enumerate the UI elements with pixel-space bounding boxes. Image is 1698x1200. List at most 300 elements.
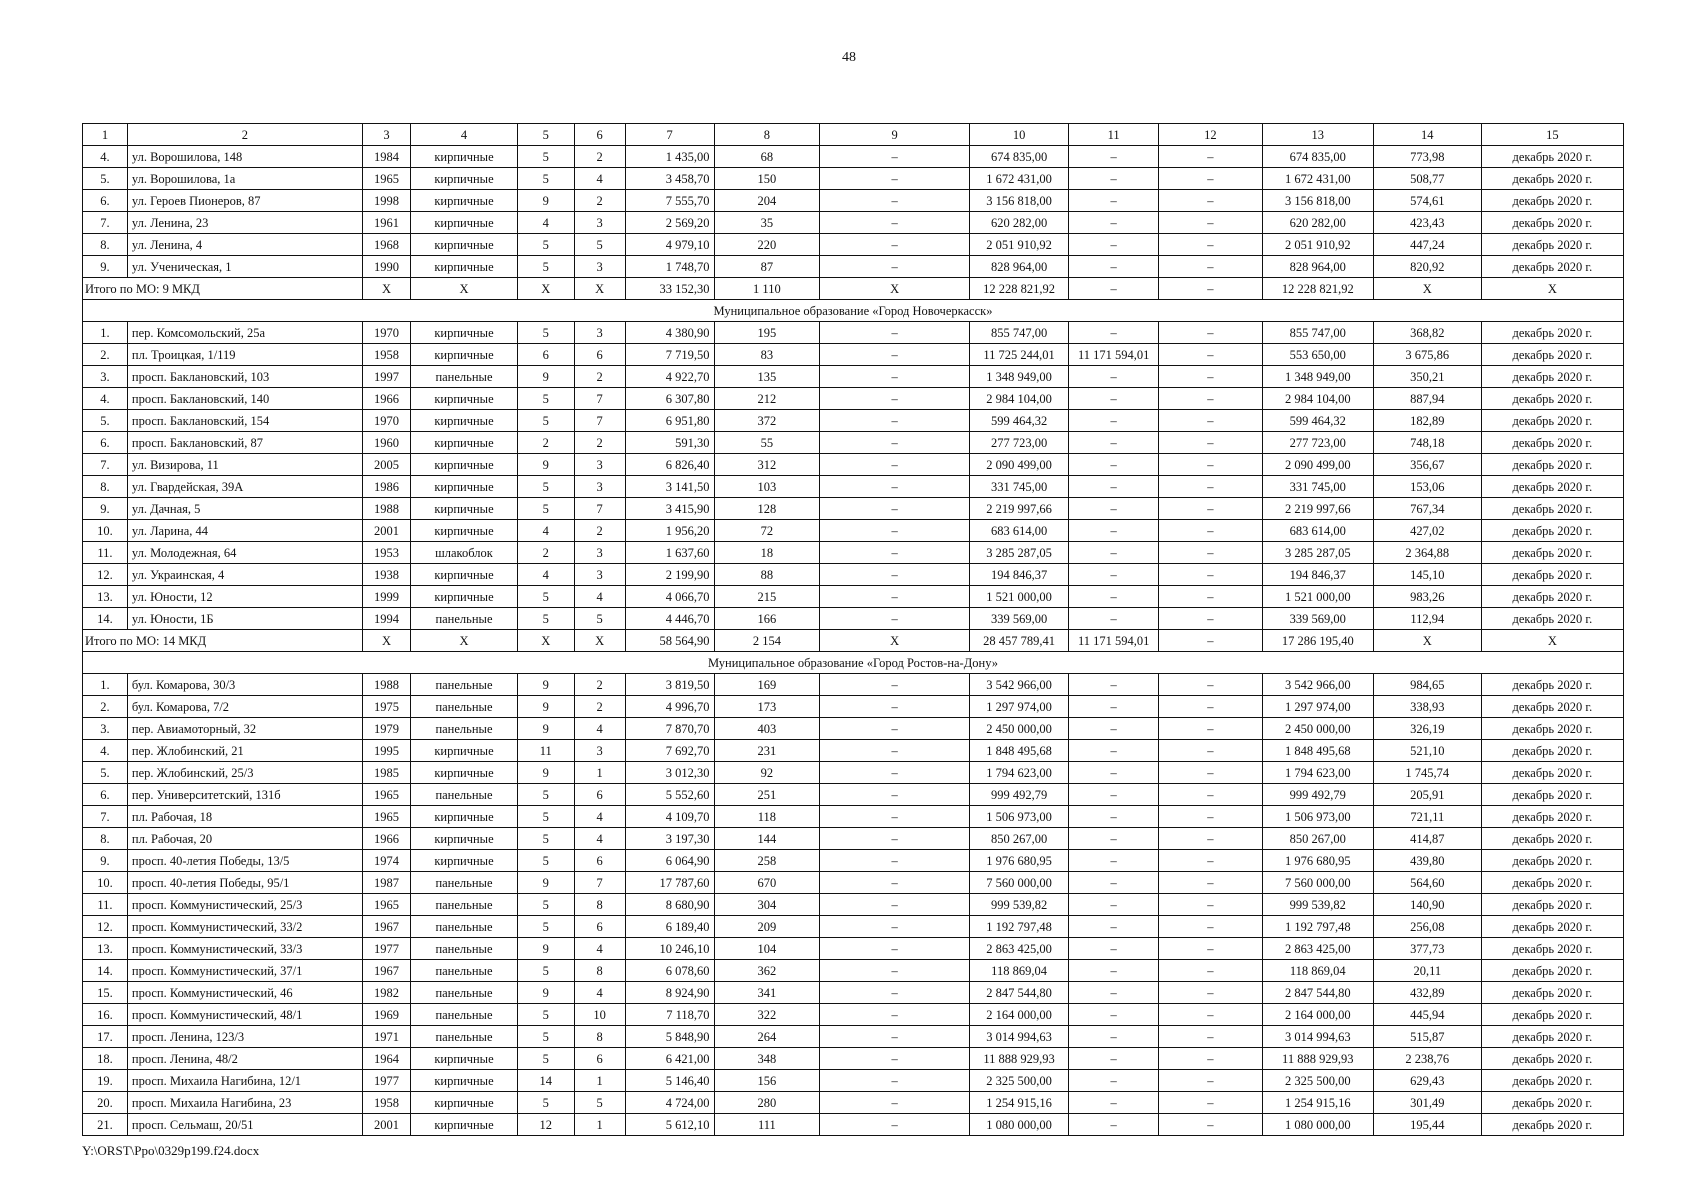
table-cell: 767,34 — [1373, 498, 1481, 520]
table-cell: 5 146,40 — [625, 1070, 714, 1092]
table-cell: – — [820, 344, 970, 366]
column-number-cell: 14 — [1373, 124, 1481, 146]
table-cell: 35 — [714, 212, 820, 234]
table-cell: 3. — [83, 366, 128, 388]
table-cell: 9 — [517, 190, 574, 212]
table-cell: – — [1069, 762, 1159, 784]
table-cell: – — [820, 718, 970, 740]
table-cell: 7. — [83, 454, 128, 476]
table-cell: 3 — [574, 322, 625, 344]
table-cell: 231 — [714, 740, 820, 762]
table-cell: 6. — [83, 784, 128, 806]
table-cell: – — [820, 564, 970, 586]
table-cell: декабрь 2020 г. — [1481, 212, 1623, 234]
table-cell: – — [1069, 1070, 1159, 1092]
table-cell: 1 254 915,16 — [1262, 1092, 1373, 1114]
table-cell: 2 — [517, 432, 574, 454]
table-cell: декабрь 2020 г. — [1481, 520, 1623, 542]
table-cell: 983,26 — [1373, 586, 1481, 608]
table-cell: 13. — [83, 938, 128, 960]
table-cell: 4. — [83, 740, 128, 762]
table-cell: кирпичные — [411, 1048, 518, 1070]
table-cell: – — [1159, 564, 1263, 586]
table-cell: – — [1069, 674, 1159, 696]
table-cell: 153,06 — [1373, 476, 1481, 498]
table-cell: 5 — [517, 784, 574, 806]
table-cell: 10. — [83, 520, 128, 542]
table-cell: 1965 — [362, 168, 410, 190]
table-cell: 599 464,32 — [1262, 410, 1373, 432]
table-cell: 169 — [714, 674, 820, 696]
table-cell: декабрь 2020 г. — [1481, 762, 1623, 784]
table-cell: 144 — [714, 828, 820, 850]
table-cell: 128 — [714, 498, 820, 520]
table-cell: – — [1159, 454, 1263, 476]
table-cell: 999 539,82 — [1262, 894, 1373, 916]
table-cell: 820,92 — [1373, 256, 1481, 278]
table-cell: 3 542 966,00 — [969, 674, 1068, 696]
table-cell: 2 863 425,00 — [1262, 938, 1373, 960]
table-cell: 1953 — [362, 542, 410, 564]
table-cell: декабрь 2020 г. — [1481, 938, 1623, 960]
address-cell: ул. Ученическая, 1 — [127, 256, 362, 278]
table-cell: – — [1159, 234, 1263, 256]
table-cell: 8. — [83, 476, 128, 498]
table-cell: 8 924,90 — [625, 982, 714, 1004]
table-cell: 3 014 994,63 — [1262, 1026, 1373, 1048]
table-cell: декабрь 2020 г. — [1481, 432, 1623, 454]
table-cell: 1988 — [362, 498, 410, 520]
table-cell: 2 — [574, 366, 625, 388]
table-row — [83, 476, 1624, 498]
table-cell: – — [820, 762, 970, 784]
column-number-cell: 7 — [625, 124, 714, 146]
table-cell: 1965 — [362, 784, 410, 806]
table-row — [83, 234, 1624, 256]
table-cell: 72 — [714, 520, 820, 542]
table-cell: 3 156 818,00 — [1262, 190, 1373, 212]
table-cell: 5 — [517, 916, 574, 938]
table-cell: 1999 — [362, 586, 410, 608]
table-cell: 9. — [83, 256, 128, 278]
table-cell: 9 — [517, 938, 574, 960]
table-cell: кирпичные — [411, 850, 518, 872]
page-number: 48 — [842, 50, 856, 65]
table-cell: – — [820, 476, 970, 498]
table-row — [83, 344, 1624, 366]
table-cell: кирпичные — [411, 190, 518, 212]
table-cell: 1977 — [362, 1070, 410, 1092]
table-cell: декабрь 2020 г. — [1481, 850, 1623, 872]
column-number-cell: 3 — [362, 124, 410, 146]
table-cell: – — [820, 740, 970, 762]
table-cell: 301,49 — [1373, 1092, 1481, 1114]
address-cell: просп. Баклановский, 140 — [127, 388, 362, 410]
table-cell: 5 — [517, 146, 574, 168]
table-cell: 9 — [517, 872, 574, 894]
table-cell: – — [1069, 168, 1159, 190]
table-cell: 1984 — [362, 146, 410, 168]
table-cell: 209 — [714, 916, 820, 938]
table-row — [83, 432, 1624, 454]
table-cell: кирпичные — [411, 586, 518, 608]
table-cell: – — [820, 454, 970, 476]
table-cell: 13. — [83, 586, 128, 608]
table-cell: 277 723,00 — [969, 432, 1068, 454]
table-cell: 1 976 680,95 — [969, 850, 1068, 872]
table-cell: 1995 — [362, 740, 410, 762]
table-cell: 5 — [517, 410, 574, 432]
table-cell: – — [820, 410, 970, 432]
table-cell: – — [820, 520, 970, 542]
table-cell: 1975 — [362, 696, 410, 718]
table-cell: 6 — [574, 916, 625, 938]
table-cell: кирпичные — [411, 212, 518, 234]
table-cell: – — [820, 784, 970, 806]
table-cell: кирпичные — [411, 344, 518, 366]
table-cell: 195 — [714, 322, 820, 344]
table-cell: кирпичные — [411, 1114, 518, 1136]
table-cell: 1986 — [362, 476, 410, 498]
total-cell: X — [1373, 630, 1481, 652]
address-cell: просп. Коммунистический, 33/3 — [127, 938, 362, 960]
table-cell: 11. — [83, 542, 128, 564]
total-cell: X — [820, 278, 970, 300]
table-cell: – — [1159, 608, 1263, 630]
total-cell: X — [574, 278, 625, 300]
table-cell: 7 560 000,00 — [969, 872, 1068, 894]
total-cell: X — [517, 278, 574, 300]
table-cell: – — [1159, 410, 1263, 432]
table-cell: 17 787,60 — [625, 872, 714, 894]
table-cell: декабрь 2020 г. — [1481, 344, 1623, 366]
table-cell: 515,87 — [1373, 1026, 1481, 1048]
table-cell: 1994 — [362, 608, 410, 630]
table-row — [83, 168, 1624, 190]
table-cell: 9 — [517, 674, 574, 696]
table-cell: – — [1069, 916, 1159, 938]
table-cell: 7 — [574, 498, 625, 520]
table-cell: 828 964,00 — [1262, 256, 1373, 278]
table-cell: панельные — [411, 1026, 518, 1048]
table-cell: 1 956,20 — [625, 520, 714, 542]
table-cell: 1. — [83, 322, 128, 344]
table-cell: 15. — [83, 982, 128, 1004]
table-cell: – — [1069, 740, 1159, 762]
table-cell: 8 — [574, 960, 625, 982]
table-cell: – — [820, 982, 970, 1004]
table-cell: 6 826,40 — [625, 454, 714, 476]
total-cell: 58 564,90 — [625, 630, 714, 652]
table-cell: кирпичные — [411, 454, 518, 476]
table-cell: 1 — [574, 1114, 625, 1136]
table-cell: 7 — [574, 410, 625, 432]
table-row — [83, 718, 1624, 740]
address-cell: пер. Комсомольский, 25а — [127, 322, 362, 344]
table-cell: 3 — [574, 454, 625, 476]
table-row — [83, 146, 1624, 168]
table-cell: – — [820, 146, 970, 168]
table-cell: 5 — [517, 828, 574, 850]
total-cell: – — [1159, 278, 1263, 300]
table-cell: 3 — [574, 476, 625, 498]
table-cell: декабрь 2020 г. — [1481, 190, 1623, 212]
address-cell: просп. Ленина, 123/3 — [127, 1026, 362, 1048]
table-cell: – — [820, 168, 970, 190]
table-cell: – — [1159, 432, 1263, 454]
table-row — [83, 784, 1624, 806]
table-cell: – — [1159, 1026, 1263, 1048]
table-row — [83, 982, 1624, 1004]
table-cell: 5 — [517, 1048, 574, 1070]
table-row — [83, 564, 1624, 586]
table-cell: 1987 — [362, 872, 410, 894]
table-cell: 5 — [517, 850, 574, 872]
table-cell: 5 — [517, 586, 574, 608]
table-cell: 326,19 — [1373, 718, 1481, 740]
table-cell: 256,08 — [1373, 916, 1481, 938]
table-cell: 4 996,70 — [625, 696, 714, 718]
table-cell: 6 — [574, 344, 625, 366]
table-cell: 338,93 — [1373, 696, 1481, 718]
table-cell: – — [1159, 850, 1263, 872]
table-cell: – — [820, 608, 970, 630]
table-cell: 1961 — [362, 212, 410, 234]
table-cell: – — [1069, 784, 1159, 806]
total-cell: X — [574, 630, 625, 652]
table-cell: – — [1069, 608, 1159, 630]
table-cell: 4 109,70 — [625, 806, 714, 828]
address-cell: пер. Университетский, 131б — [127, 784, 362, 806]
table-cell: – — [1159, 366, 1263, 388]
address-cell: ул. Юности, 12 — [127, 586, 362, 608]
table-cell: 1990 — [362, 256, 410, 278]
total-cell: 12 228 821,92 — [969, 278, 1068, 300]
table-cell: 5 — [517, 234, 574, 256]
column-number-cell: 15 — [1481, 124, 1623, 146]
table-cell: 2 051 910,92 — [969, 234, 1068, 256]
table-cell: 339 569,00 — [1262, 608, 1373, 630]
table-cell: 599 464,32 — [969, 410, 1068, 432]
table-cell: – — [1069, 1048, 1159, 1070]
table-cell: 4 — [517, 520, 574, 542]
table-cell: – — [1069, 454, 1159, 476]
municipality-heading-row — [83, 652, 1624, 674]
table-cell: – — [1159, 1092, 1263, 1114]
table-cell: 2. — [83, 344, 128, 366]
table-cell: кирпичные — [411, 476, 518, 498]
table-row — [83, 256, 1624, 278]
table-cell: 683 614,00 — [969, 520, 1068, 542]
table-cell: 1971 — [362, 1026, 410, 1048]
table-cell: 3 197,30 — [625, 828, 714, 850]
table-cell: 683 614,00 — [1262, 520, 1373, 542]
table-cell: 984,65 — [1373, 674, 1481, 696]
table-cell: 1 — [574, 1070, 625, 1092]
table-cell: 1967 — [362, 916, 410, 938]
table-cell: – — [1159, 498, 1263, 520]
table-cell: – — [1159, 960, 1263, 982]
table-cell: 1 435,00 — [625, 146, 714, 168]
table-cell: 3 542 966,00 — [1262, 674, 1373, 696]
table-row — [83, 498, 1624, 520]
table-cell: 1965 — [362, 894, 410, 916]
table-cell: 2 364,88 — [1373, 542, 1481, 564]
table-cell: 339 569,00 — [969, 608, 1068, 630]
table-cell: – — [820, 1004, 970, 1026]
table-cell: – — [1069, 212, 1159, 234]
total-label: Итого по МО: 9 МКД — [83, 278, 363, 300]
table-cell: 4 — [517, 212, 574, 234]
table-cell: 6 307,80 — [625, 388, 714, 410]
table-cell: – — [820, 1048, 970, 1070]
table-cell: кирпичные — [411, 1070, 518, 1092]
table-cell: – — [1159, 520, 1263, 542]
table-cell: – — [1069, 1092, 1159, 1114]
table-cell: 439,80 — [1373, 850, 1481, 872]
table-cell: – — [1069, 564, 1159, 586]
table-cell: – — [1069, 1114, 1159, 1136]
column-number-cell: 12 — [1159, 124, 1263, 146]
table-cell: 887,94 — [1373, 388, 1481, 410]
table-cell: кирпичные — [411, 1092, 518, 1114]
table-cell: 4 — [574, 982, 625, 1004]
table-cell: 166 — [714, 608, 820, 630]
table-row — [83, 520, 1624, 542]
municipality-heading-row — [83, 300, 1624, 322]
table-cell: декабрь 2020 г. — [1481, 388, 1623, 410]
table-row — [83, 388, 1624, 410]
table-cell: 9 — [517, 762, 574, 784]
table-cell: 258 — [714, 850, 820, 872]
table-cell: 1960 — [362, 432, 410, 454]
table-cell: – — [1159, 674, 1263, 696]
table-cell: 1958 — [362, 344, 410, 366]
table-cell: 6 189,40 — [625, 916, 714, 938]
table-cell: панельные — [411, 872, 518, 894]
table-cell: 1968 — [362, 234, 410, 256]
column-number-cell: 9 — [820, 124, 970, 146]
table-row — [83, 828, 1624, 850]
table-cell: 4 — [574, 718, 625, 740]
table-cell: 1977 — [362, 938, 410, 960]
table-cell: 3 012,30 — [625, 762, 714, 784]
table-cell: декабрь 2020 г. — [1481, 1092, 1623, 1114]
table-cell: 11 888 929,93 — [1262, 1048, 1373, 1070]
address-cell: просп. Коммунистический, 33/2 — [127, 916, 362, 938]
table-cell: декабрь 2020 г. — [1481, 586, 1623, 608]
table-cell: 377,73 — [1373, 938, 1481, 960]
table-row — [83, 608, 1624, 630]
table-cell: кирпичные — [411, 762, 518, 784]
table-row — [83, 806, 1624, 828]
table-cell: – — [1159, 212, 1263, 234]
table-cell: 362 — [714, 960, 820, 982]
table-cell: 2 219 997,66 — [1262, 498, 1373, 520]
table-cell: 828 964,00 — [969, 256, 1068, 278]
table-cell: 5 — [517, 894, 574, 916]
table-cell: 7 118,70 — [625, 1004, 714, 1026]
table-cell: 1974 — [362, 850, 410, 872]
table-cell: – — [820, 322, 970, 344]
table-row — [83, 1048, 1624, 1070]
table-cell: 999 492,79 — [1262, 784, 1373, 806]
table-cell: 1 976 680,95 — [1262, 850, 1373, 872]
table-cell: 850 267,00 — [969, 828, 1068, 850]
table-cell: декабрь 2020 г. — [1481, 542, 1623, 564]
total-cell: X — [411, 278, 518, 300]
table-row — [83, 1004, 1624, 1026]
table-cell: 4 446,70 — [625, 608, 714, 630]
table-cell: декабрь 2020 г. — [1481, 982, 1623, 1004]
table-cell: – — [820, 542, 970, 564]
table-cell: 6 064,90 — [625, 850, 714, 872]
table-cell: 12 — [517, 1114, 574, 1136]
table-cell: 423,43 — [1373, 212, 1481, 234]
table-row — [83, 762, 1624, 784]
table-cell: – — [820, 1092, 970, 1114]
table-cell: 1 080 000,00 — [969, 1114, 1068, 1136]
table-cell: 1 794 623,00 — [969, 762, 1068, 784]
table-cell: 1 748,70 — [625, 256, 714, 278]
column-number-row — [83, 124, 1624, 146]
address-cell: ул. Визирова, 11 — [127, 454, 362, 476]
table-cell: декабрь 2020 г. — [1481, 784, 1623, 806]
table-cell: – — [1069, 586, 1159, 608]
total-cell: X — [517, 630, 574, 652]
table-cell: 1 745,74 — [1373, 762, 1481, 784]
table-cell: 721,11 — [1373, 806, 1481, 828]
table-cell: 12. — [83, 564, 128, 586]
table-cell: 118 — [714, 806, 820, 828]
table-cell: – — [1069, 806, 1159, 828]
table-cell: 4 — [574, 168, 625, 190]
table-cell: 10 246,10 — [625, 938, 714, 960]
table-cell: – — [820, 190, 970, 212]
table-cell: 4 — [517, 564, 574, 586]
table-cell: декабрь 2020 г. — [1481, 916, 1623, 938]
table-cell: 6 — [574, 784, 625, 806]
total-cell: – — [1159, 630, 1263, 652]
table-cell: 2 — [574, 520, 625, 542]
table-row — [83, 586, 1624, 608]
table-cell: 3 — [574, 256, 625, 278]
table-cell: 1 521 000,00 — [1262, 586, 1373, 608]
total-cell: 12 228 821,92 — [1262, 278, 1373, 300]
table-cell: – — [1159, 938, 1263, 960]
table-cell: 5 — [517, 256, 574, 278]
table-cell: 2 569,20 — [625, 212, 714, 234]
table-cell: 368,82 — [1373, 322, 1481, 344]
table-cell: 4 — [574, 828, 625, 850]
table-cell: декабрь 2020 г. — [1481, 718, 1623, 740]
table-cell: 674 835,00 — [969, 146, 1068, 168]
table-cell: – — [820, 916, 970, 938]
table-cell: 5 — [517, 1026, 574, 1048]
total-cell: X — [1481, 278, 1623, 300]
table-cell: – — [820, 388, 970, 410]
table-cell: 2 051 910,92 — [1262, 234, 1373, 256]
table-cell: – — [1069, 850, 1159, 872]
table-cell: 17. — [83, 1026, 128, 1048]
table-cell: – — [1159, 542, 1263, 564]
table-cell: 564,60 — [1373, 872, 1481, 894]
table-cell: 1 521 000,00 — [969, 586, 1068, 608]
table-cell: 3 415,90 — [625, 498, 714, 520]
table-cell: кирпичные — [411, 828, 518, 850]
address-cell: просп. 40-летия Победы, 13/5 — [127, 850, 362, 872]
table-cell: 12. — [83, 916, 128, 938]
